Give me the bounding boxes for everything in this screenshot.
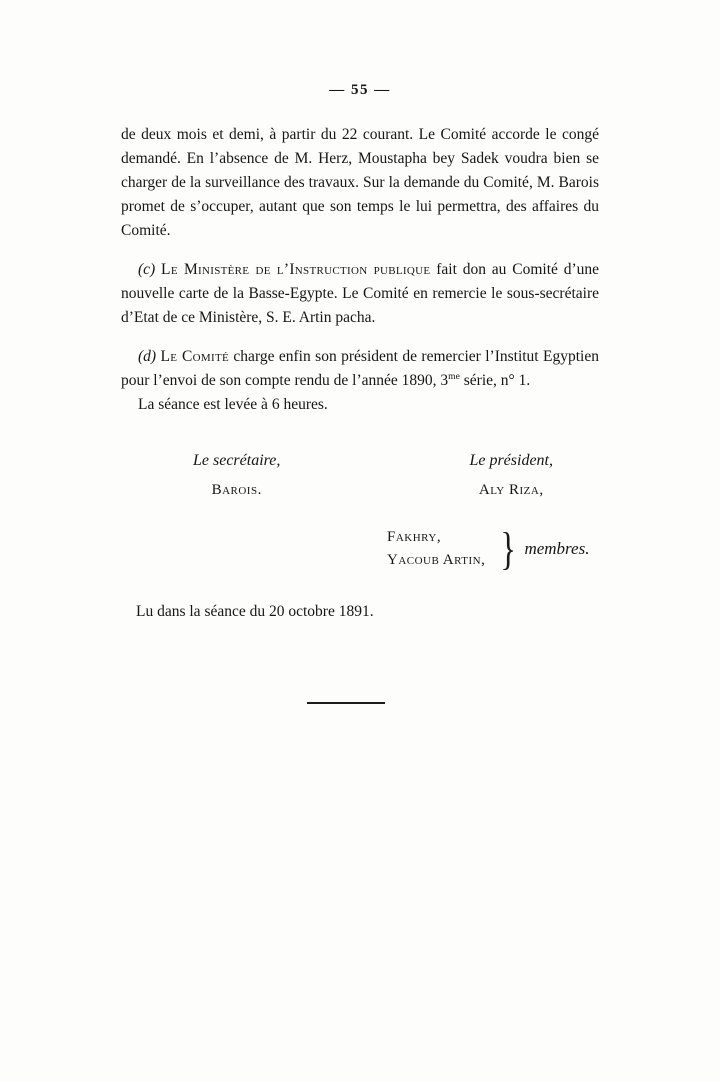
president-role: Le président, (469, 452, 553, 469)
text-segment: La séance est levée à 6 heures. (138, 396, 328, 413)
paragraphs (121, 123, 599, 417)
paragraph (121, 123, 599, 243)
page-number: — 55 — (329, 82, 391, 98)
member-names (387, 526, 485, 572)
text-segment: fait don au Comité d’une nouvelle carte de la Basse-Egypte. Le Comité en remercie le sous-secrétaire d’Etat de ce Ministère, S. E. Artin pacha. (121, 261, 600, 326)
text-segment: Le Ministère de l’Instruction publique (161, 261, 431, 278)
secretary-role: Le secrétaire, (193, 452, 281, 469)
paragraph (121, 393, 599, 417)
members-label: membres. (524, 539, 590, 558)
text-segment: série, n° 1. (459, 372, 531, 389)
brace-glyph: } (500, 523, 517, 574)
text-segment: de deux mois et demi, à partir du 22 courant. Le Comité accorde le congé demandé. En l’absence de M. Herz, Moustapha bey Sadek voudra bien se charger de la surveillance des travaux. Sur la demande du Comité, M. Barois promet de s’occuper, autant que son temps le lui permettra, des affaires du Comité. (121, 126, 599, 239)
secretary-signature (193, 449, 280, 502)
president-signature (469, 449, 553, 502)
signature-block (121, 449, 599, 502)
text-segment: (c) (138, 261, 162, 278)
secretary-name: Barois. (211, 482, 262, 498)
member-name: Fakhry, (387, 529, 442, 545)
paragraph (121, 345, 599, 393)
end-rule (307, 702, 385, 704)
text-segment: Le Comité (160, 348, 229, 365)
closing-line: Lu dans la séance du 20 octobre 1891. (136, 603, 374, 620)
page-content (121, 123, 599, 704)
member-name: Yacoub Artin, (387, 552, 486, 568)
president-name: Aly Riza, (478, 482, 544, 498)
members-block (387, 523, 599, 574)
paragraph (121, 258, 599, 330)
text-segment: charge enfin son président de remercier l’Institut Egyptien pour l’envoi de son compte rendu de l’année 1890, 3 (121, 348, 599, 389)
text-segment: (d) (138, 348, 161, 365)
text-segment: me (448, 370, 460, 382)
